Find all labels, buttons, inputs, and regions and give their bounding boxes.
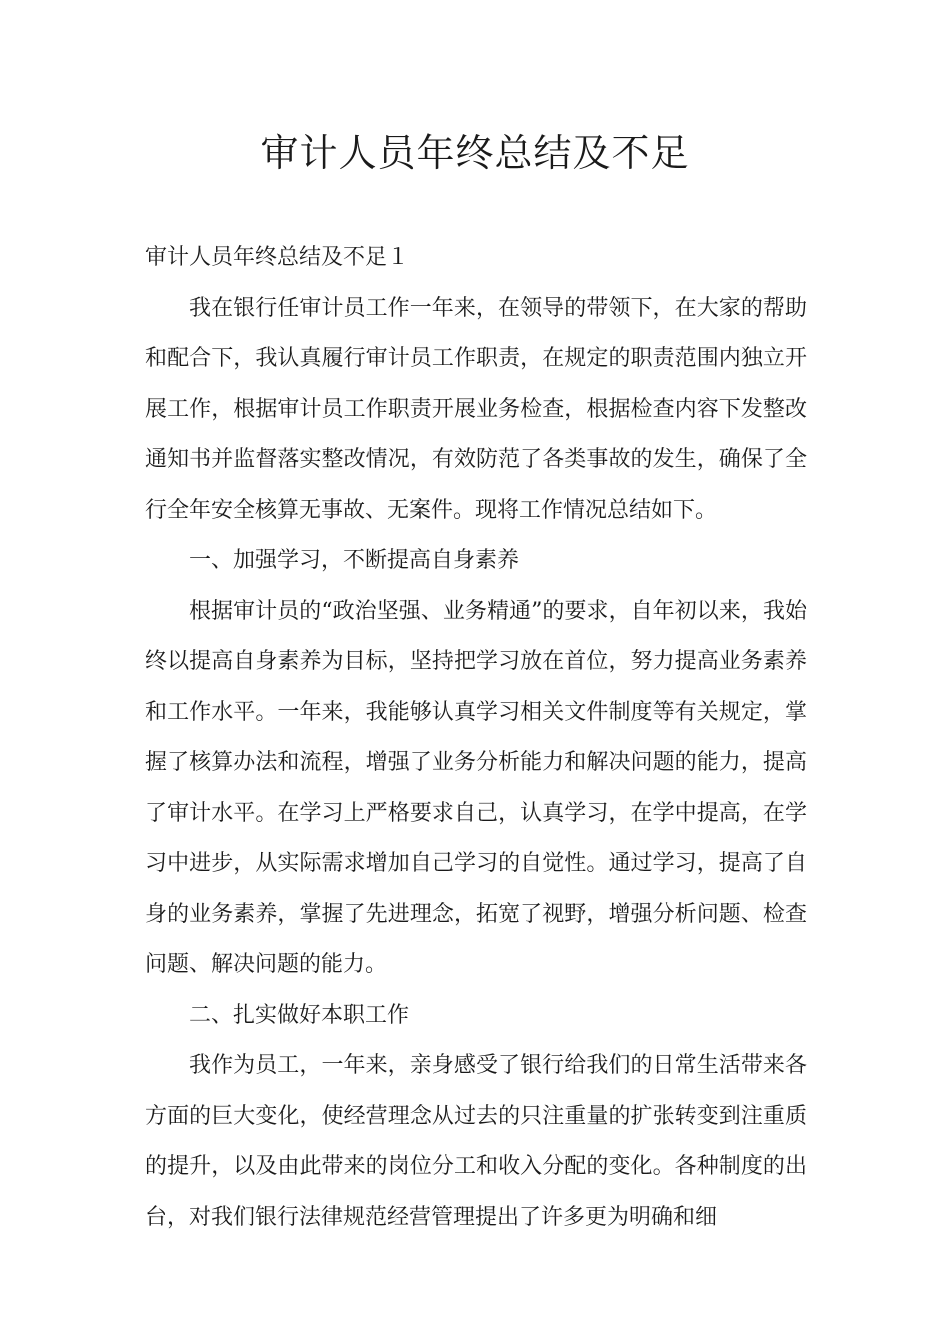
document-body — [145, 233, 807, 1243]
paragraph-study: 根据审计员的“政治坚强、业务精通”的要求，自年初以来，我始终以提高自身素养为目标，坚持把学习放在首位，努力提高业务素养和工作水平。一年来，我能够认真学习相关文件制度等有关规定，掌握了核算办法和流程，增强了业务分析能力和解决问题的能力，提高了审计水平。在学习上严格要求自己，认真学习，在学中提高，在学习中进步，从实际需求增加自己学习的自觉性。通过学习，提高了自身的业务素养，掌握了先进理念，拓宽了视野，增强分析问题、检查问题、解决问题的能力。 — [145, 598, 807, 977]
section-subtitle: 审计人员年终总结及不足１ — [145, 245, 410, 270]
section-heading-1: 一、加强学习，不断提高自身素养 — [189, 548, 520, 573]
document-title: 审计人员年终总结及不足 — [260, 131, 690, 175]
paragraph-intro: 我在银行任审计员工作一年来，在领导的带领下，在大家的帮助和配合下，我认真履行审计员工作职责，在规定的职责范围内独立开展工作，根据审计员工作职责开展业务检查，根据检查内容下发整改通知书并监督落实整改情况，有效防范了各类事故的发生，确保了全行全年安全核算无事故、无案件。现将工作情况总结如下。 — [145, 295, 807, 523]
paragraph-work: 我作为员工，一年来，亲身感受了银行给我们的日常生活带来各方面的巨大变化，使经营理念从过去的只注重量的扩张转变到注重质的提升，以及由此带来的岗位分工和收入分配的变化。各种制度的出台，对我们银行法律规范经营管理提出了许多更为明确和细 — [145, 1053, 807, 1230]
section-heading-2: 二、扎实做好本职工作 — [189, 1002, 410, 1028]
